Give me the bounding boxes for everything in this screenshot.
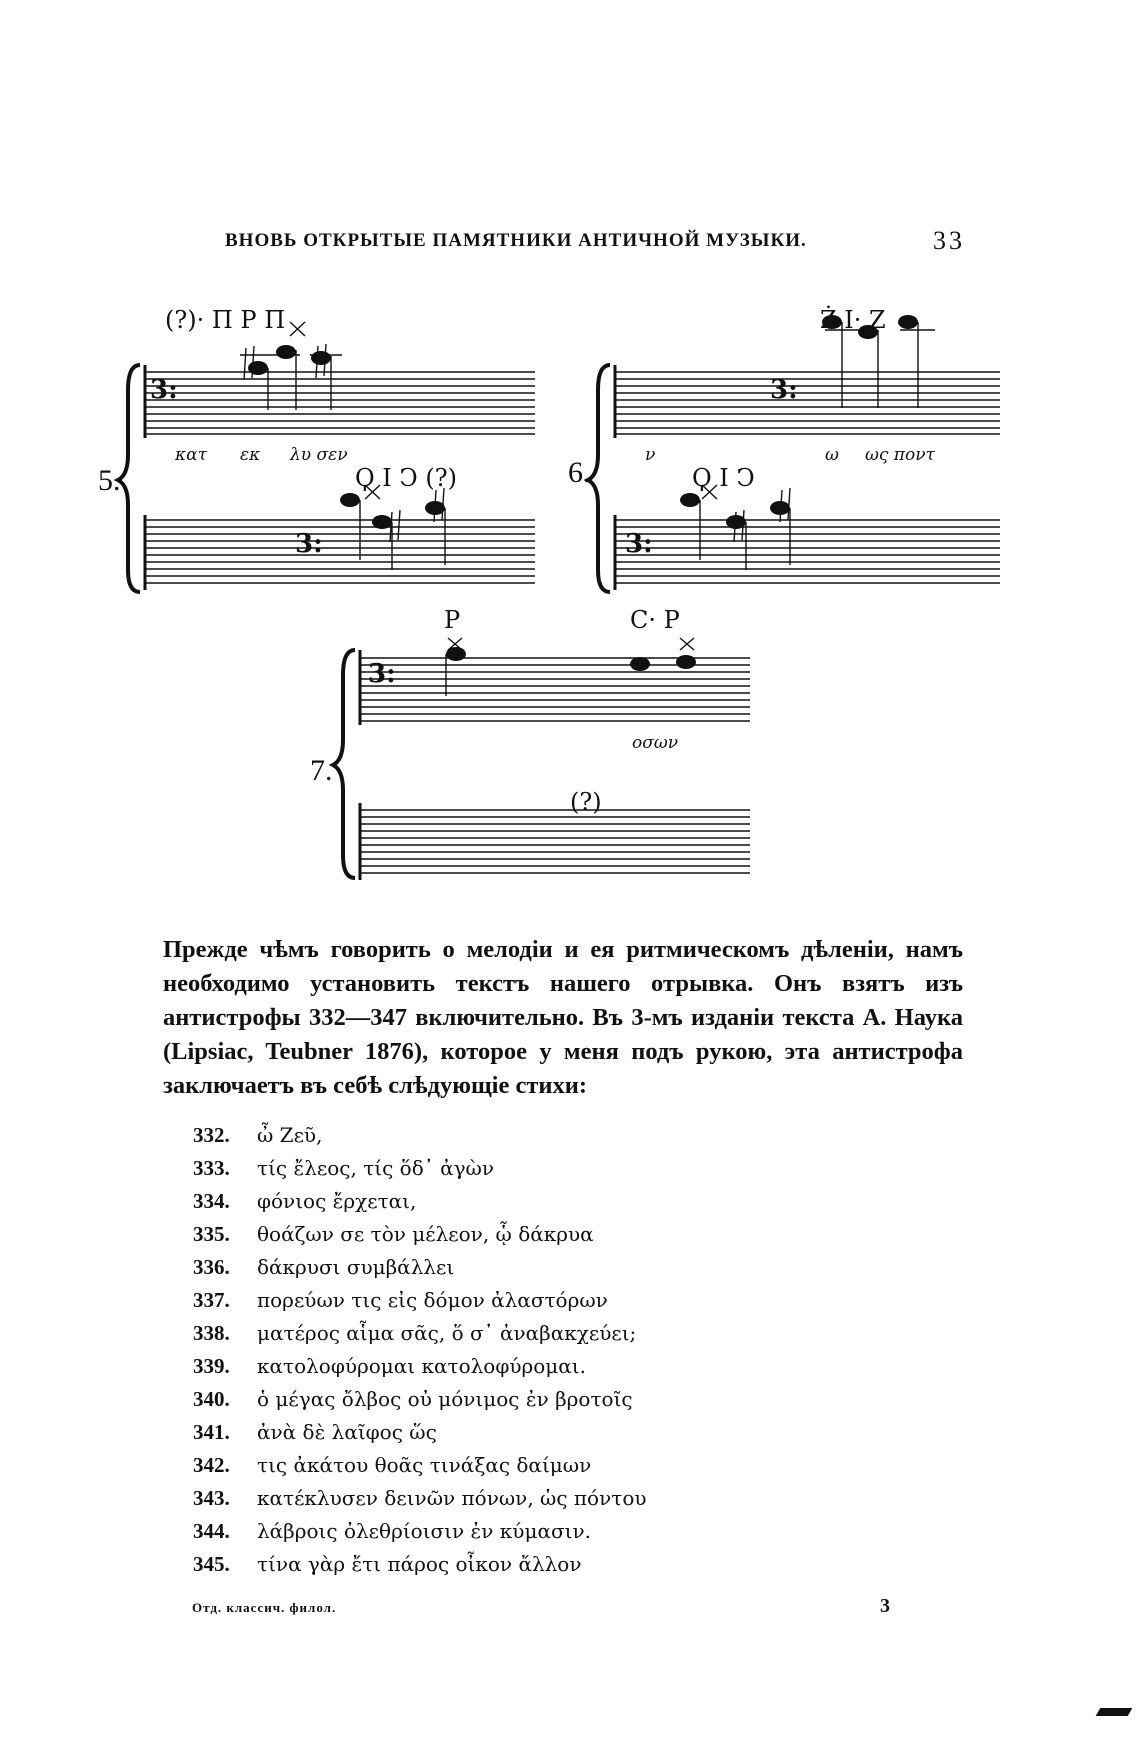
verse-number: 333. xyxy=(193,1156,230,1180)
verse-text: θοάζων σε τὸν μέλεον, ᾧ δάκρυα xyxy=(257,1222,594,1246)
system-number-7: 7. xyxy=(310,754,333,787)
verse-text: τις ἀκάτου θοᾶς τινάξας δαίμων xyxy=(257,1453,592,1477)
note-head xyxy=(898,315,918,329)
verse-number: 335. xyxy=(193,1222,230,1246)
system-5-lower-clef: 3: xyxy=(295,529,323,559)
verse-text: τίς ἔλεος, τίς ὅδ᾽ ἀγὼν xyxy=(257,1156,495,1180)
verse-number: 338. xyxy=(193,1321,230,1345)
system-7-lower-signs: (?) xyxy=(570,788,602,816)
verse-line xyxy=(193,1218,893,1251)
verse-number: 334. xyxy=(193,1189,230,1213)
verse-text: ὁ μέγας ὄλβος οὐ μόνιμος ἐν βροτοῖς xyxy=(257,1387,633,1411)
verse-line xyxy=(193,1185,893,1218)
note-head xyxy=(726,515,746,529)
verse-text: πορεύων τις εἰς δόμον ἀλαστόρων xyxy=(257,1288,608,1312)
note-head xyxy=(446,647,466,661)
verse-text: φόνιος ἔρχεται, xyxy=(257,1189,417,1213)
verse-line xyxy=(193,1119,893,1152)
verse-text: ματέρος αἷμα σᾶς, ὅ σ᾽ ἀναβακχεύει; xyxy=(257,1321,637,1345)
system-6-lower-clef: 3: xyxy=(625,529,653,559)
system-6-upper-signs: Ż Ι· Ζ xyxy=(820,306,886,334)
system-6-lower-signs: Ϙ Ι Ͻ xyxy=(692,464,755,492)
system-6-upper-clef: 3: xyxy=(770,375,798,405)
system-number-5: 5. xyxy=(98,464,121,497)
verse-line xyxy=(193,1548,893,1581)
system-5-lower-signs: Ϙ Ι Ͻ (?) xyxy=(355,464,457,492)
verse-line xyxy=(193,1152,893,1185)
system-5-upper-staff xyxy=(145,365,535,438)
verse-line xyxy=(193,1251,893,1284)
verse-text: λάβροις ὀλεθρίοισιν ἐν κύμασιν. xyxy=(257,1519,591,1543)
verse-number: 343. xyxy=(193,1486,230,1510)
note-head xyxy=(248,361,268,375)
verse-text: δάκρυσι συμβάλλει xyxy=(257,1255,455,1279)
verse-number: 336. xyxy=(193,1255,230,1279)
verse-number: 337. xyxy=(193,1288,230,1312)
system-7-notes xyxy=(446,638,694,696)
scan-corner-mark xyxy=(1096,1708,1133,1716)
system-6-upper-staff xyxy=(615,365,1000,438)
system-7-lower-staff xyxy=(360,803,750,880)
verse-text: τίνα γὰρ ἔτι πάρος οἶκον ἄλλον xyxy=(257,1552,582,1576)
page-number: 33 xyxy=(933,226,965,255)
verse-line xyxy=(193,1449,893,1482)
verse-text: ὦ Ζεῦ, xyxy=(257,1123,323,1147)
lyric: ν xyxy=(645,445,656,465)
verse-text: ἀνὰ δὲ λαῖφος ὥς xyxy=(257,1420,437,1444)
verse-number: 332. xyxy=(193,1123,230,1147)
verse-text: κατέκλυσεν δεινῶν πόνων, ὡς πόντου xyxy=(257,1486,647,1510)
system-6-upper-notes xyxy=(825,322,935,408)
verse-number: 345. xyxy=(193,1552,230,1576)
verse-number: 344. xyxy=(193,1519,230,1543)
verse-list xyxy=(193,1119,893,1581)
verse-text: κατολοφύρομαι κατολοφύρομαι. xyxy=(257,1354,586,1378)
note-head xyxy=(340,493,360,507)
system-7-brace xyxy=(333,650,355,878)
lyric: ω xyxy=(825,445,839,465)
running-header xyxy=(225,226,965,260)
lyric: λυ σεν xyxy=(290,445,348,465)
system-number-6: 6. xyxy=(568,456,591,489)
system-5-upper-signs: (?)· Π Ρ Π xyxy=(165,306,286,334)
lyric: εκ xyxy=(240,445,261,465)
footer-signature: Отд. классич. филол. xyxy=(192,1600,337,1615)
verse-line xyxy=(193,1383,893,1416)
lyric: οσων xyxy=(632,733,679,753)
verse-number: 341. xyxy=(193,1420,230,1444)
system-7-upper-signs-a: Ρ xyxy=(444,606,461,634)
system-6-brace xyxy=(588,365,610,592)
verse-line xyxy=(193,1317,893,1350)
lyric: ως ποντ xyxy=(865,445,935,465)
system-5-upper-clef: 3: xyxy=(150,375,178,405)
note-head xyxy=(276,345,296,359)
music-notation xyxy=(0,270,1140,890)
note-head xyxy=(630,657,650,671)
verse-line xyxy=(193,1482,893,1515)
note-head xyxy=(680,493,700,507)
note-head xyxy=(425,501,445,515)
verse-line xyxy=(193,1416,893,1449)
note-head xyxy=(372,515,392,529)
note-head xyxy=(676,655,696,669)
system-6-lower-staff xyxy=(615,515,1000,590)
system-5-brace xyxy=(118,365,140,592)
verse-line xyxy=(193,1350,893,1383)
verse-number: 340. xyxy=(193,1387,230,1411)
verse-line xyxy=(193,1515,893,1548)
header-title: ВНОВЬ ОТКРЫТЫЕ ПАМЯТНИКИ АНТИЧНОЙ МУЗЫКИ. xyxy=(225,230,807,251)
note-head xyxy=(311,351,331,365)
system-5-lower-staff xyxy=(145,515,535,590)
verse-number: 339. xyxy=(193,1354,230,1378)
system-7-upper-clef: 3: xyxy=(368,659,396,689)
verse-number: 342. xyxy=(193,1453,230,1477)
body-paragraph: Прежде чѣмъ говорить о мелодіи и ея ритмическомъ дѣленіи, намъ необходимо установить текстъ нашего отрывка. Онъ взятъ изъ антистрофы 332—347 включительно. Въ 3-мъ изданіи текста А. Наука (Lipsiac, Teubner 1876), которое у меня подъ рукою, эта антистрофа заключаетъ въ себѣ слѣдующіе стихи: xyxy=(163,936,963,1099)
lyric: κατ xyxy=(175,445,208,465)
system-7-upper-signs-b: C· Ρ xyxy=(630,606,680,634)
footer-sheet-number: 3 xyxy=(880,1595,890,1617)
verse-line xyxy=(193,1284,893,1317)
note-head xyxy=(770,501,790,515)
